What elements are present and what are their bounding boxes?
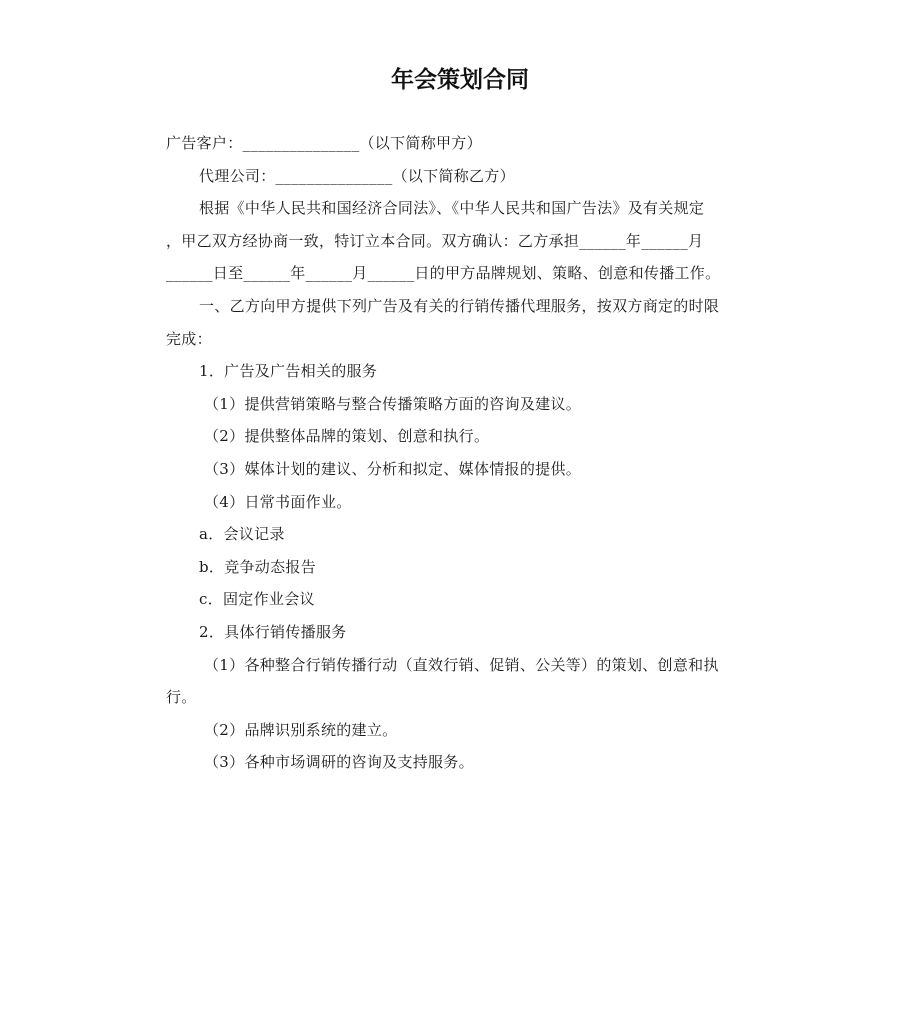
item-2-1: （1）各种整合行销传播行动（直效行销、促销、公关等）的策划、创意和执 (204, 655, 719, 674)
item-1-4: （4）日常书面作业。 (204, 492, 352, 511)
item-2-2: （2）品牌识别系统的建立。 (204, 720, 398, 739)
contract-body (166, 127, 758, 779)
client-line: 广告客户：_______________（以下简称甲方） (166, 134, 482, 152)
agreement-line: ，甲乙双方经协商一致，特订立本合同。双方确认：乙方承担______年______月 (166, 231, 704, 250)
item-2-1-cont: 行。 (166, 688, 197, 707)
section-one-heading-cont: 完成： (166, 329, 212, 348)
item-2-3: （3）各种市场调研的咨询及支持服务。 (204, 753, 474, 772)
item-1-3: （3）媒体计划的建议、分析和拟定、媒体情报的提供。 (204, 459, 582, 478)
item-1-1: （1）提供营销策略与整合传播策略方面的咨询及建议。 (204, 394, 582, 413)
agency-line: 代理公司：_______________（以下简称乙方） (199, 166, 515, 185)
legal-basis-line: 根据《中华人民共和国经济合同法》、《中华人民共和国广告法》及有关规定 (199, 199, 705, 218)
item-1-2: （2）提供整体品牌的策划、创意和执行。 (204, 427, 490, 446)
section-one-heading: 一、乙方向甲方提供下列广告及有关的行销传播代理服务，按双方商定的时限 (199, 296, 720, 315)
term-line: ______日至______年______月______日的甲方品牌规划、策略、创意和传播工作。 (166, 264, 721, 283)
item-1-heading: 1．广告及广告相关的服务 (199, 362, 378, 381)
document-title: 年会策划合同 (391, 67, 529, 93)
sub-item-b: b．竞争动态报告 (199, 557, 317, 576)
item-2-heading: 2．具体行销传播服务 (199, 622, 347, 641)
sub-item-c: c．固定作业会议 (199, 590, 315, 609)
sub-item-a: a．会议记录 (199, 525, 285, 544)
